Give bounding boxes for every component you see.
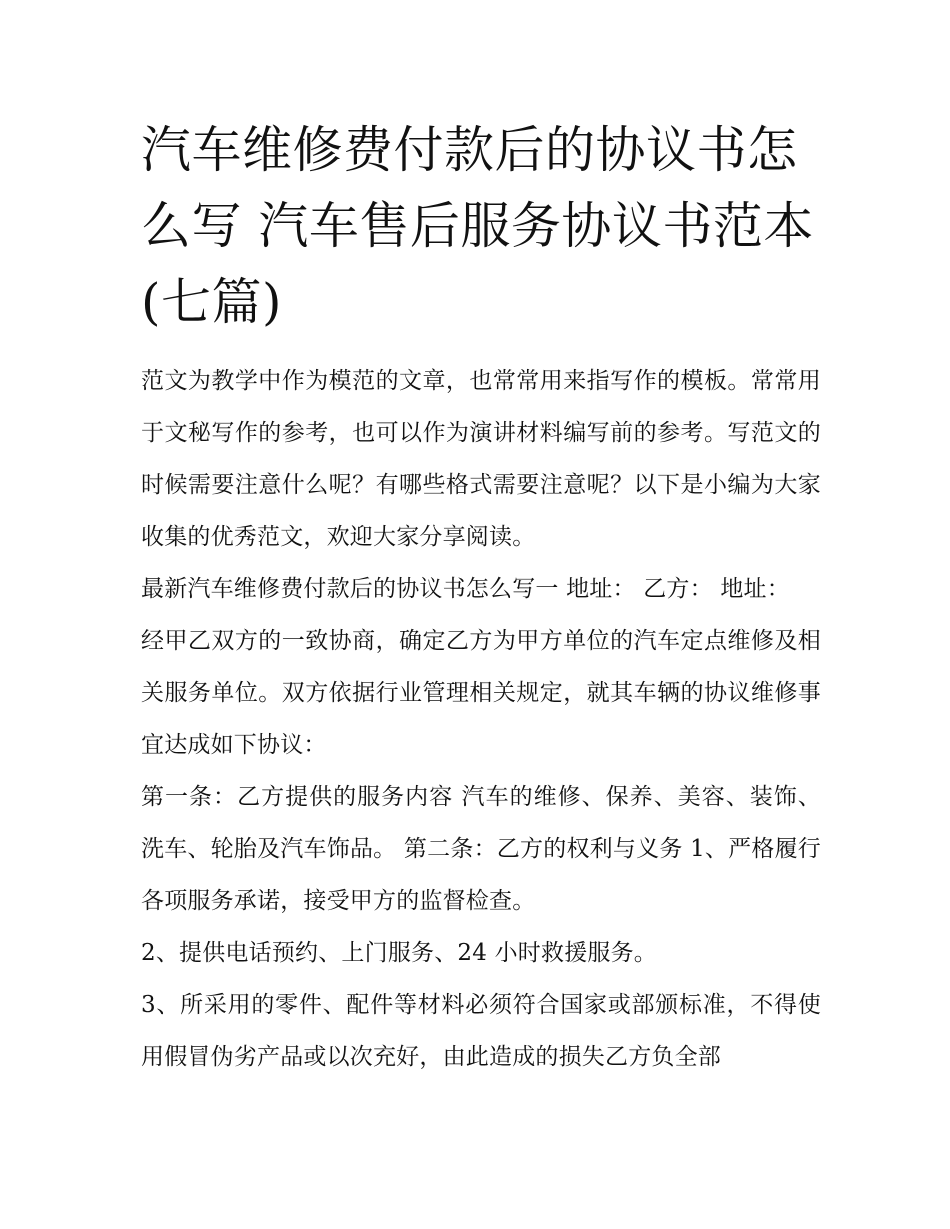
address-paragraph: 最新汽车维修费付款后的协议书怎么写一 地址： 乙方： 地址： — [141, 576, 790, 602]
agreement-paragraph: 经甲乙双方的一致协商，确定乙方为甲方单位的汽车定点维修及相关服务单位。双方依据行业管理相关规定，就其车辆的协议维修事宜达成如下协议： — [141, 628, 821, 758]
article-one-paragraph: 第一条：乙方提供的服务内容 汽车的维修、保养、美容、装饰、洗车、轮胎及汽车饰品。 第二条：乙方的权利与义务 1、严格履行各项服务承诺，接受甲方的监督检查。 — [141, 784, 821, 914]
document-body — [141, 355, 821, 1083]
intro-paragraph: 范文为教学中作为模范的文章，也常常用来指写作的模板。常常用于文秘写作的参考，也可以作为演讲材料编写前的参考。写范文的时候需要注意什么呢？有哪些格式需要注意呢？以下是小编为大家收集的优秀范文，欢迎大家分享阅读。 — [141, 368, 821, 550]
materials-paragraph: 3、所采用的零件、配件等材料必须符合国家或部颁标准，不得使用假冒伪劣产品或以次充好，由此造成的损失乙方负全部 — [141, 992, 821, 1070]
service-paragraph: 2、提供电话预约、上门服务、24 小时救援服务。 — [141, 940, 658, 966]
document-title: 汽车维修费付款后的协议书怎么写 汽车售后服务协议书范本(七篇) — [141, 121, 814, 331]
